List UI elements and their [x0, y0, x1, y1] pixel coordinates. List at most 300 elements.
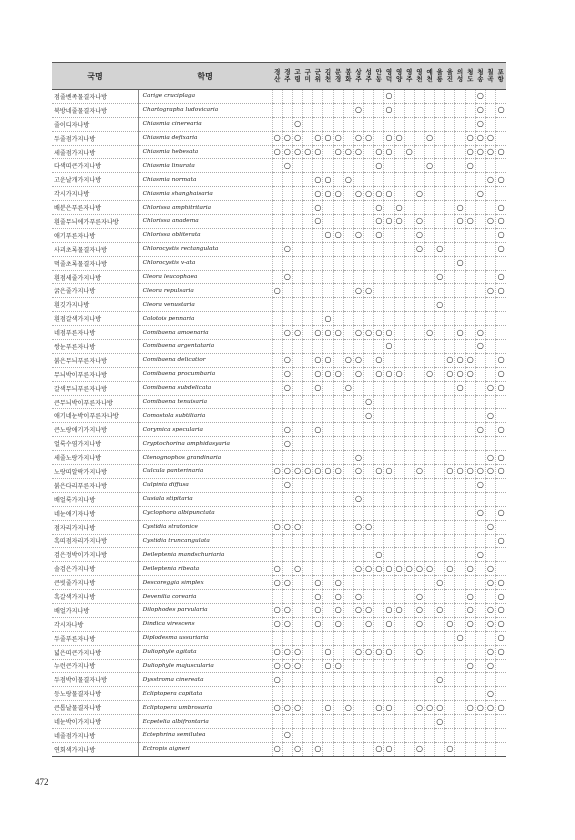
occurrence-cell — [272, 728, 282, 742]
occurrence-cell — [323, 562, 333, 576]
table-row — [52, 645, 506, 659]
occurrence-cell — [384, 409, 394, 423]
occurrence-cell — [394, 478, 404, 492]
occurrence-cell — [323, 534, 333, 548]
occurrence-cell — [374, 534, 384, 548]
occurrence-cell: ○ — [485, 215, 495, 229]
korean-name-cell: 다색띠큰가지나방 — [52, 159, 138, 173]
occurrence-cell — [353, 159, 363, 173]
occurrence-cell — [445, 451, 455, 465]
occurrence-cell — [425, 215, 435, 229]
occurrence-cell: ○ — [313, 131, 323, 145]
occurrence-cell — [394, 242, 404, 256]
occurrence-cell: ○ — [292, 326, 302, 340]
occurrence-cell — [394, 90, 404, 104]
occurrence-cell: ○ — [323, 173, 333, 187]
occurrence-cell — [404, 437, 414, 451]
occurrence-cell — [323, 423, 333, 437]
occurrence-cell — [445, 131, 455, 145]
occurrence-cell — [455, 437, 465, 451]
occurrence-cell — [485, 353, 495, 367]
occurrence-cell — [465, 270, 475, 284]
occurrence-cell: ○ — [414, 617, 424, 631]
occurrence-cell: ○ — [414, 187, 424, 201]
occurrence-cell — [272, 367, 282, 381]
korean-name-cell: 두줄점가지나방 — [52, 131, 138, 145]
occurrence-cell — [333, 423, 343, 437]
occurrence-cell: ○ — [272, 673, 282, 687]
occurrence-cell — [475, 520, 485, 534]
occurrence-cell — [364, 673, 374, 687]
occurrence-cell — [374, 437, 384, 451]
occurrence-cell: ○ — [323, 353, 333, 367]
occurrence-cell — [404, 742, 414, 756]
occurrence-cell: ○ — [496, 367, 506, 381]
occurrence-cell — [303, 284, 313, 298]
occurrence-cell — [303, 617, 313, 631]
occurrence-cell: ○ — [485, 645, 495, 659]
occurrence-cell — [343, 603, 353, 617]
occurrence-cell — [353, 701, 363, 715]
occurrence-cell: ○ — [333, 603, 343, 617]
occurrence-cell: ○ — [313, 353, 323, 367]
occurrence-cell — [455, 715, 465, 729]
occurrence-cell: ○ — [313, 145, 323, 159]
scientific-name-cell: Chlorocystis v-ata — [138, 256, 272, 270]
occurrence-cell — [343, 478, 353, 492]
occurrence-cell — [313, 548, 323, 562]
occurrence-cell — [414, 117, 424, 131]
occurrence-cell — [485, 187, 495, 201]
occurrence-cell — [475, 228, 485, 242]
occurrence-cell — [292, 617, 302, 631]
occurrence-cell: ○ — [292, 742, 302, 756]
occurrence-cell — [292, 728, 302, 742]
occurrence-cell — [303, 631, 313, 645]
occurrence-cell — [384, 506, 394, 520]
occurrence-cell — [303, 340, 313, 354]
occurrence-cell — [343, 715, 353, 729]
occurrence-cell — [445, 159, 455, 173]
occurrence-cell — [496, 117, 506, 131]
occurrence-cell — [292, 576, 302, 590]
occurrence-cell — [485, 534, 495, 548]
occurrence-cell — [485, 673, 495, 687]
occurrence-cell — [323, 451, 333, 465]
occurrence-cell — [364, 270, 374, 284]
occurrence-cell — [364, 117, 374, 131]
occurrence-cell — [292, 534, 302, 548]
occurrence-cell — [323, 270, 333, 284]
occurrence-cell — [374, 659, 384, 673]
occurrence-cell: ○ — [435, 298, 445, 312]
occurrence-cell: ○ — [496, 242, 506, 256]
occurrence-cell — [343, 534, 353, 548]
occurrence-cell — [353, 215, 363, 229]
korean-name-cell: 네눈애기자나방 — [52, 506, 138, 520]
occurrence-cell — [465, 395, 475, 409]
occurrence-cell: ○ — [374, 742, 384, 756]
occurrence-cell — [353, 742, 363, 756]
occurrence-cell — [425, 534, 435, 548]
occurrence-cell — [303, 90, 313, 104]
occurrence-cell — [414, 576, 424, 590]
occurrence-cell — [303, 687, 313, 701]
header-locality: 경 주 — [282, 63, 292, 90]
occurrence-cell — [313, 284, 323, 298]
occurrence-cell: ○ — [343, 173, 353, 187]
occurrence-cell — [353, 437, 363, 451]
occurrence-cell — [292, 673, 302, 687]
occurrence-cell — [425, 270, 435, 284]
occurrence-cell — [384, 201, 394, 215]
occurrence-cell — [425, 228, 435, 242]
occurrence-cell — [475, 728, 485, 742]
occurrence-cell: ○ — [485, 617, 495, 631]
occurrence-cell — [455, 145, 465, 159]
occurrence-cell — [404, 645, 414, 659]
occurrence-cell — [475, 576, 485, 590]
occurrence-cell — [485, 256, 495, 270]
occurrence-cell — [333, 534, 343, 548]
occurrence-cell — [364, 381, 374, 395]
occurrence-cell — [364, 256, 374, 270]
occurrence-cell — [323, 340, 333, 354]
occurrence-cell — [414, 298, 424, 312]
occurrence-cell — [435, 326, 445, 340]
occurrence-cell — [425, 492, 435, 506]
korean-name-cell: 애기네눈박이푸른자나방 — [52, 409, 138, 423]
occurrence-cell — [475, 451, 485, 465]
korean-name-cell: 배분은푸른자나방 — [52, 201, 138, 215]
occurrence-cell — [374, 520, 384, 534]
occurrence-cell: ○ — [364, 603, 374, 617]
occurrence-cell: ○ — [455, 256, 465, 270]
occurrence-cell — [343, 659, 353, 673]
occurrence-cell — [475, 673, 485, 687]
occurrence-cell — [496, 326, 506, 340]
header-locality: 청 도 — [465, 63, 475, 90]
occurrence-cell — [343, 340, 353, 354]
occurrence-cell: ○ — [272, 576, 282, 590]
occurrence-cell — [384, 284, 394, 298]
occurrence-cell: ○ — [425, 131, 435, 145]
occurrence-cell: ○ — [313, 742, 323, 756]
occurrence-cell — [292, 715, 302, 729]
occurrence-cell — [353, 659, 363, 673]
occurrence-cell — [435, 103, 445, 117]
occurrence-cell: ○ — [313, 187, 323, 201]
occurrence-cell: ○ — [374, 367, 384, 381]
occurrence-cell: ○ — [353, 131, 363, 145]
occurrence-cell — [425, 423, 435, 437]
occurrence-cell — [435, 742, 445, 756]
occurrence-cell — [303, 673, 313, 687]
occurrence-cell — [475, 256, 485, 270]
header-locality: 성 주 — [364, 63, 374, 90]
occurrence-cell — [425, 409, 435, 423]
occurrence-cell — [404, 715, 414, 729]
scientific-name-cell: Comibaena delicatior — [138, 353, 272, 367]
occurrence-cell — [353, 715, 363, 729]
occurrence-cell — [343, 367, 353, 381]
occurrence-cell — [445, 603, 455, 617]
occurrence-cell: ○ — [485, 562, 495, 576]
occurrence-cell — [455, 673, 465, 687]
occurrence-cell: ○ — [374, 353, 384, 367]
occurrence-cell — [465, 534, 475, 548]
occurrence-cell — [313, 312, 323, 326]
occurrence-cell — [343, 520, 353, 534]
occurrence-cell: ○ — [292, 145, 302, 159]
occurrence-cell: ○ — [292, 562, 302, 576]
occurrence-cell — [343, 159, 353, 173]
occurrence-cell — [414, 90, 424, 104]
occurrence-cell — [496, 409, 506, 423]
occurrence-cell: ○ — [364, 562, 374, 576]
occurrence-cell — [364, 173, 374, 187]
occurrence-cell — [343, 465, 353, 479]
occurrence-cell — [313, 117, 323, 131]
occurrence-cell — [282, 506, 292, 520]
occurrence-cell — [303, 242, 313, 256]
occurrence-cell — [303, 715, 313, 729]
header-locality: 영 천 — [414, 63, 424, 90]
occurrence-cell — [475, 409, 485, 423]
occurrence-cell — [496, 312, 506, 326]
occurrence-cell — [343, 645, 353, 659]
occurrence-cell — [282, 548, 292, 562]
table-row — [52, 617, 506, 631]
occurrence-cell — [435, 659, 445, 673]
occurrence-cell — [343, 298, 353, 312]
korean-name-cell: 큰빗줄가지나방 — [52, 576, 138, 590]
occurrence-cell: ○ — [282, 576, 292, 590]
occurrence-cell: ○ — [485, 284, 495, 298]
occurrence-cell — [384, 715, 394, 729]
korean-name-cell: 갈색무늬푸른자나방 — [52, 381, 138, 395]
occurrence-cell — [292, 603, 302, 617]
occurrence-cell — [394, 673, 404, 687]
occurrence-cell: ○ — [364, 409, 374, 423]
occurrence-cell — [292, 201, 302, 215]
occurrence-cell — [425, 478, 435, 492]
occurrence-cell — [394, 312, 404, 326]
occurrence-cell — [353, 256, 363, 270]
occurrence-cell — [384, 423, 394, 437]
occurrence-cell — [465, 437, 475, 451]
table-row — [52, 228, 506, 242]
occurrence-cell — [435, 312, 445, 326]
occurrence-cell — [394, 659, 404, 673]
occurrence-cell — [303, 534, 313, 548]
occurrence-cell: ○ — [496, 145, 506, 159]
occurrence-cell: ○ — [475, 145, 485, 159]
occurrence-cell: ○ — [364, 395, 374, 409]
occurrence-cell — [394, 187, 404, 201]
occurrence-cell — [384, 270, 394, 284]
occurrence-cell: ○ — [435, 715, 445, 729]
occurrence-cell: ○ — [282, 437, 292, 451]
occurrence-cell — [496, 728, 506, 742]
scientific-name-cell: Comibaena subdelicata — [138, 381, 272, 395]
occurrence-cell — [425, 381, 435, 395]
occurrence-cell — [425, 173, 435, 187]
table-row — [52, 659, 506, 673]
occurrence-cell — [292, 395, 302, 409]
occurrence-cell — [496, 159, 506, 173]
occurrence-cell: ○ — [313, 201, 323, 215]
scientific-name-cell: Culcula panterinaria — [138, 465, 272, 479]
occurrence-cell — [323, 576, 333, 590]
occurrence-cell — [313, 562, 323, 576]
korean-name-cell: 큰톱날물결자나방 — [52, 701, 138, 715]
korean-name-cell: 세줄점가지나방 — [52, 145, 138, 159]
occurrence-cell — [292, 590, 302, 604]
occurrence-cell: ○ — [496, 631, 506, 645]
scientific-name-cell: Chlorissa amphitritaria — [138, 201, 272, 215]
occurrence-cell: ○ — [353, 367, 363, 381]
occurrence-cell — [455, 548, 465, 562]
occurrence-cell: ○ — [485, 687, 495, 701]
occurrence-cell: ○ — [425, 562, 435, 576]
occurrence-cell — [384, 659, 394, 673]
occurrence-cell — [333, 715, 343, 729]
occurrence-cell — [384, 590, 394, 604]
occurrence-cell — [404, 409, 414, 423]
occurrence-cell — [445, 284, 455, 298]
occurrence-cell — [272, 548, 282, 562]
occurrence-cell — [272, 534, 282, 548]
korean-name-cell: 흰줄무늬에가푸른자나방 — [52, 215, 138, 229]
occurrence-cell — [435, 548, 445, 562]
occurrence-cell — [485, 159, 495, 173]
occurrence-cell — [435, 90, 445, 104]
occurrence-cell: ○ — [292, 465, 302, 479]
occurrence-cell: ○ — [475, 423, 485, 437]
occurrence-cell — [313, 631, 323, 645]
scientific-name-cell: Diplodesma ussuriaria — [138, 631, 272, 645]
occurrence-cell — [485, 228, 495, 242]
occurrence-cell: ○ — [333, 465, 343, 479]
occurrence-cell — [272, 437, 282, 451]
occurrence-cell — [333, 506, 343, 520]
occurrence-cell — [384, 298, 394, 312]
occurrence-cell — [404, 159, 414, 173]
occurrence-cell — [455, 270, 465, 284]
occurrence-cell: ○ — [465, 562, 475, 576]
korean-name-cell: 검은정박이가지나방 — [52, 548, 138, 562]
occurrence-cell: ○ — [475, 117, 485, 131]
occurrence-cell — [404, 478, 414, 492]
occurrence-cell — [323, 631, 333, 645]
occurrence-cell — [364, 367, 374, 381]
occurrence-cell: ○ — [496, 576, 506, 590]
occurrence-cell — [475, 201, 485, 215]
occurrence-cell: ○ — [374, 562, 384, 576]
occurrence-cell — [496, 659, 506, 673]
occurrence-cell: ○ — [445, 367, 455, 381]
occurrence-cell — [414, 506, 424, 520]
occurrence-cell: ○ — [343, 381, 353, 395]
occurrence-cell — [394, 117, 404, 131]
occurrence-cell — [404, 187, 414, 201]
occurrence-cell — [343, 242, 353, 256]
occurrence-cell — [425, 590, 435, 604]
occurrence-cell — [384, 312, 394, 326]
occurrence-cell: ○ — [414, 701, 424, 715]
occurrence-cell — [475, 645, 485, 659]
occurrence-cell — [384, 728, 394, 742]
occurrence-cell — [364, 548, 374, 562]
occurrence-cell — [425, 617, 435, 631]
table-row — [52, 131, 506, 145]
occurrence-cell — [465, 451, 475, 465]
occurrence-cell — [303, 548, 313, 562]
occurrence-cell — [343, 728, 353, 742]
occurrence-cell — [323, 603, 333, 617]
occurrence-cell — [313, 395, 323, 409]
occurrence-cell — [353, 631, 363, 645]
occurrence-cell — [313, 520, 323, 534]
occurrence-cell — [303, 520, 313, 534]
occurrence-cell — [292, 90, 302, 104]
occurrence-cell — [425, 145, 435, 159]
occurrence-cell — [445, 312, 455, 326]
occurrence-cell — [465, 284, 475, 298]
occurrence-cell — [272, 492, 282, 506]
occurrence-cell: ○ — [384, 103, 394, 117]
table-row — [52, 631, 506, 645]
occurrence-cell: ○ — [485, 409, 495, 423]
occurrence-cell — [435, 423, 445, 437]
occurrence-cell: ○ — [364, 520, 374, 534]
occurrence-cell — [425, 742, 435, 756]
occurrence-cell — [323, 520, 333, 534]
occurrence-cell — [485, 506, 495, 520]
occurrence-cell: ○ — [425, 159, 435, 173]
occurrence-cell — [374, 340, 384, 354]
occurrence-cell — [496, 687, 506, 701]
occurrence-cell — [364, 534, 374, 548]
occurrence-cell — [303, 409, 313, 423]
occurrence-cell — [485, 326, 495, 340]
occurrence-cell — [475, 631, 485, 645]
occurrence-cell — [323, 548, 333, 562]
occurrence-cell — [333, 103, 343, 117]
occurrence-cell — [414, 728, 424, 742]
korean-name-cell: 점줄벤족물결자나방 — [52, 90, 138, 104]
occurrence-cell — [323, 242, 333, 256]
occurrence-cell — [313, 534, 323, 548]
occurrence-cell: ○ — [496, 465, 506, 479]
occurrence-cell — [333, 340, 343, 354]
table-row — [52, 353, 506, 367]
occurrence-cell — [455, 131, 465, 145]
korean-name-cell: 붉은다리푸른자나방 — [52, 478, 138, 492]
occurrence-cell — [323, 256, 333, 270]
korean-name-cell: 세줄노랑가지나방 — [52, 451, 138, 465]
occurrence-cell — [485, 492, 495, 506]
occurrence-cell — [323, 145, 333, 159]
table-row — [52, 492, 506, 506]
occurrence-cell — [292, 353, 302, 367]
occurrence-cell — [414, 284, 424, 298]
occurrence-cell — [303, 728, 313, 742]
header-locality: 군 위 — [313, 63, 323, 90]
occurrence-cell — [282, 562, 292, 576]
occurrence-cell: ○ — [384, 367, 394, 381]
